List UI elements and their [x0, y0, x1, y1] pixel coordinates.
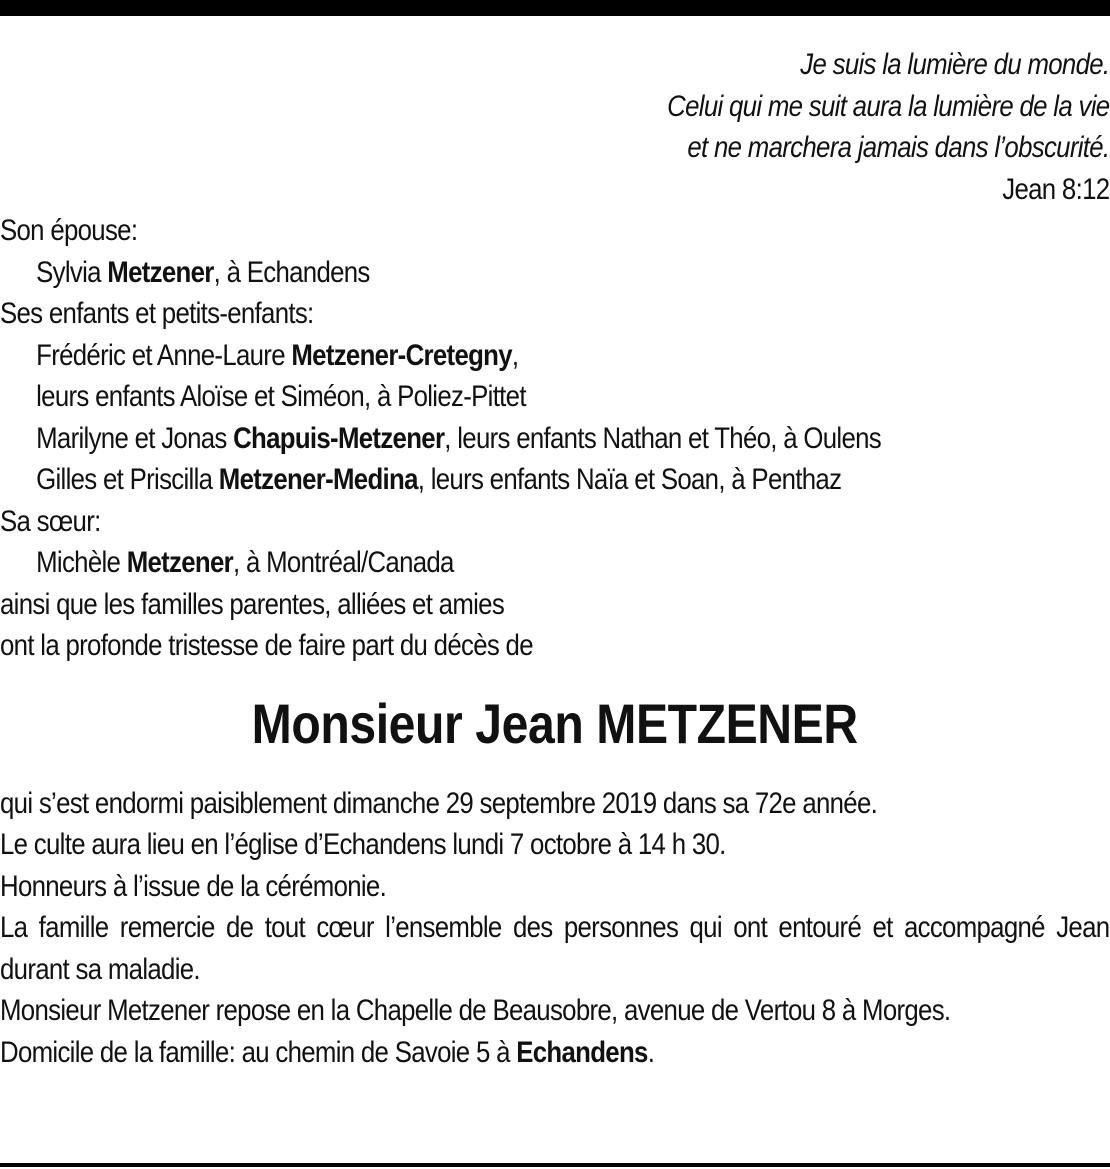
child-entry-2: Marilyne et Jonas Chapuis-Metzener, leurs enfants Nathan et Théo, à Oulens — [36, 421, 881, 455]
child-entry-1-grandchildren: leurs enfants Aloïse et Siméon, à Poliez-Pittet — [36, 380, 526, 413]
quote-line-3: et ne marchera jamais dans l’obscurité. — [687, 131, 1110, 164]
details — [0, 783, 1109, 1074]
top-rule — [0, 0, 1110, 16]
children-label: Ses enfants et petits-enfants: — [0, 297, 314, 330]
child-entry-3: Gilles et Priscilla Metzener-Medina, leurs enfants Naïa et Soan, à Penthaz — [36, 463, 842, 496]
obituary-notice — [0, 44, 1109, 1073]
domicile-place: Echandens — [516, 1035, 648, 1069]
quote-line-1: Je suis la lumière du monde. — [800, 48, 1110, 81]
service-text: Le culte aura lieu en l’église d’Echandens lundi 7 octobre à 14 h 30. — [0, 828, 726, 861]
honours-text: Honneurs à l’issue de la cérémonie. — [0, 869, 387, 903]
surname: Metzener-Cretegny — [291, 338, 512, 372]
thanks-text: La famille remercie de tout cœur l’ensemble des personnes qui ont entouré et accompagné Jean durant sa maladie. — [0, 911, 1110, 986]
surname: Metzener — [126, 546, 234, 579]
quote-line-2: Celui qui me suit aura la lumière de la vie — [667, 89, 1110, 123]
relatives-line: ainsi que les familles parentes, alliées et amies — [0, 587, 505, 621]
family-list — [0, 210, 1109, 667]
sister-label: Sa sœur: — [0, 504, 101, 538]
surname: Metzener — [107, 255, 214, 289]
bottom-rule — [0, 1163, 1110, 1167]
announcement-line: ont la profonde tristesse de faire part du décès de — [0, 629, 533, 662]
surname: Metzener-Medina — [218, 463, 418, 496]
spouse-entry: Sylvia Metzener, à Echandens — [36, 255, 370, 289]
bible-quote — [0, 44, 1109, 210]
child-entry-1: Frédéric et Anne-Laure Metzener-Cretegny, — [36, 338, 519, 372]
sister-entry: Michèle Metzener, à Montréal/Canada — [36, 546, 454, 579]
rest-place-text: Monsieur Metzener repose en la Chapelle de Beausobre, avenue de Vertou 8 à Morges. — [0, 994, 951, 1027]
deceased-name: Monsieur Jean METZENER — [251, 691, 858, 755]
quote-reference: Jean 8:12 — [1002, 172, 1110, 206]
surname: Chapuis-Metzener — [233, 421, 445, 455]
spouse-label: Son épouse: — [0, 214, 138, 247]
passing-text: qui s’est endormi paisiblement dimanche 29 septembre 2019 dans sa 72e année. — [0, 786, 878, 820]
domicile-text: Domicile de la famille: au chemin de Savoie 5 à Echandens. — [0, 1035, 655, 1069]
